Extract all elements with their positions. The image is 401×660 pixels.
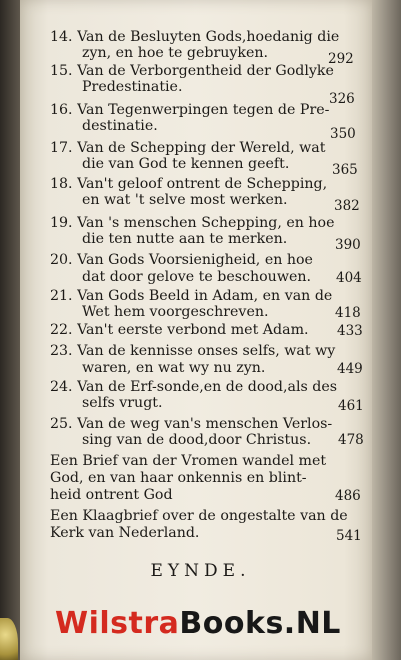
toc-line: 17. Van de Schepping der Wereld, wat xyxy=(50,140,326,156)
toc-line: die van God te kennen geeft. xyxy=(82,156,290,172)
toc-page-number: 433 xyxy=(337,323,363,339)
end-marker: EYNDE. xyxy=(150,561,251,581)
toc-line: 24. Van de Erf-sonde,en de dood,als des xyxy=(50,379,338,395)
toc-line: 20. Van Gods Voorsienigheid, en hoe xyxy=(50,252,313,268)
toc-line: God, en van haar onkennis en blint- xyxy=(50,470,307,486)
toc-page-number: 461 xyxy=(338,398,364,414)
toc-page-number: 404 xyxy=(336,270,362,286)
watermark-part-dark: Books.NL xyxy=(179,606,341,641)
toc-line: selfs vrugt. xyxy=(82,395,163,411)
toc-line: 18. Van't geloof ontrent de Schepping, xyxy=(50,176,328,192)
toc-line: 23. Van de kennisse onses selfs, wat wy xyxy=(50,343,336,359)
toc-page-number: 478 xyxy=(338,432,364,448)
toc-page-number: 486 xyxy=(335,488,361,504)
toc-page-number: 382 xyxy=(334,198,360,214)
toc-line: waren, en wat wy nu zyn. xyxy=(82,360,266,376)
toc-line: sing van de dood,door Christus. xyxy=(82,432,312,448)
toc-line: 21. Van Gods Beeld in Adam, en van de xyxy=(50,288,333,304)
toc-page-number: 292 xyxy=(328,51,354,67)
toc-line: 15. Van de Verborgentheid der Godlyke xyxy=(50,63,334,79)
toc-page-number: 449 xyxy=(337,361,363,377)
toc-page-number: 418 xyxy=(335,305,361,321)
watermark-logo xyxy=(55,606,341,641)
toc-page-number: 390 xyxy=(335,237,361,253)
toc-line: Een Brief van der Vromen wandel met xyxy=(50,453,327,469)
toc-line: 14. Van de Besluyten Gods,hoedanig die xyxy=(50,29,340,45)
toc-line: zyn, en hoe te gebruyken. xyxy=(82,45,269,61)
toc-line: 22. Van't eerste verbond met Adam. xyxy=(50,322,309,338)
toc-line: Een Klaagbrief over de ongestalte van de xyxy=(50,508,348,524)
watermark-part-red: Wilstra xyxy=(55,606,180,641)
toc-line: dat door gelove te beschouwen. xyxy=(82,269,312,285)
toc-line: 25. Van de weg van's menschen Verlos- xyxy=(50,416,333,432)
toc-line: heid ontrent God xyxy=(50,487,173,503)
toc-page-number: 541 xyxy=(336,528,362,544)
toc-line: 16. Van Tegenwerpingen tegen de Pre- xyxy=(50,102,330,118)
toc-line: die ten nutte aan te merken. xyxy=(82,231,288,247)
toc-line: 19. Van 's menschen Schepping, en hoe xyxy=(50,215,335,231)
toc-line: Predestinatie. xyxy=(82,79,183,95)
toc-line: Wet hem voorgeschreven. xyxy=(82,304,269,320)
toc-line: destinatie. xyxy=(82,118,158,134)
toc-line: Kerk van Nederland. xyxy=(50,525,200,541)
toc-line: en wat 't selve most werken. xyxy=(82,192,288,208)
toc-page-number: 350 xyxy=(330,126,356,142)
toc-page-number: 326 xyxy=(329,91,355,107)
toc-page-number: 365 xyxy=(332,162,358,178)
